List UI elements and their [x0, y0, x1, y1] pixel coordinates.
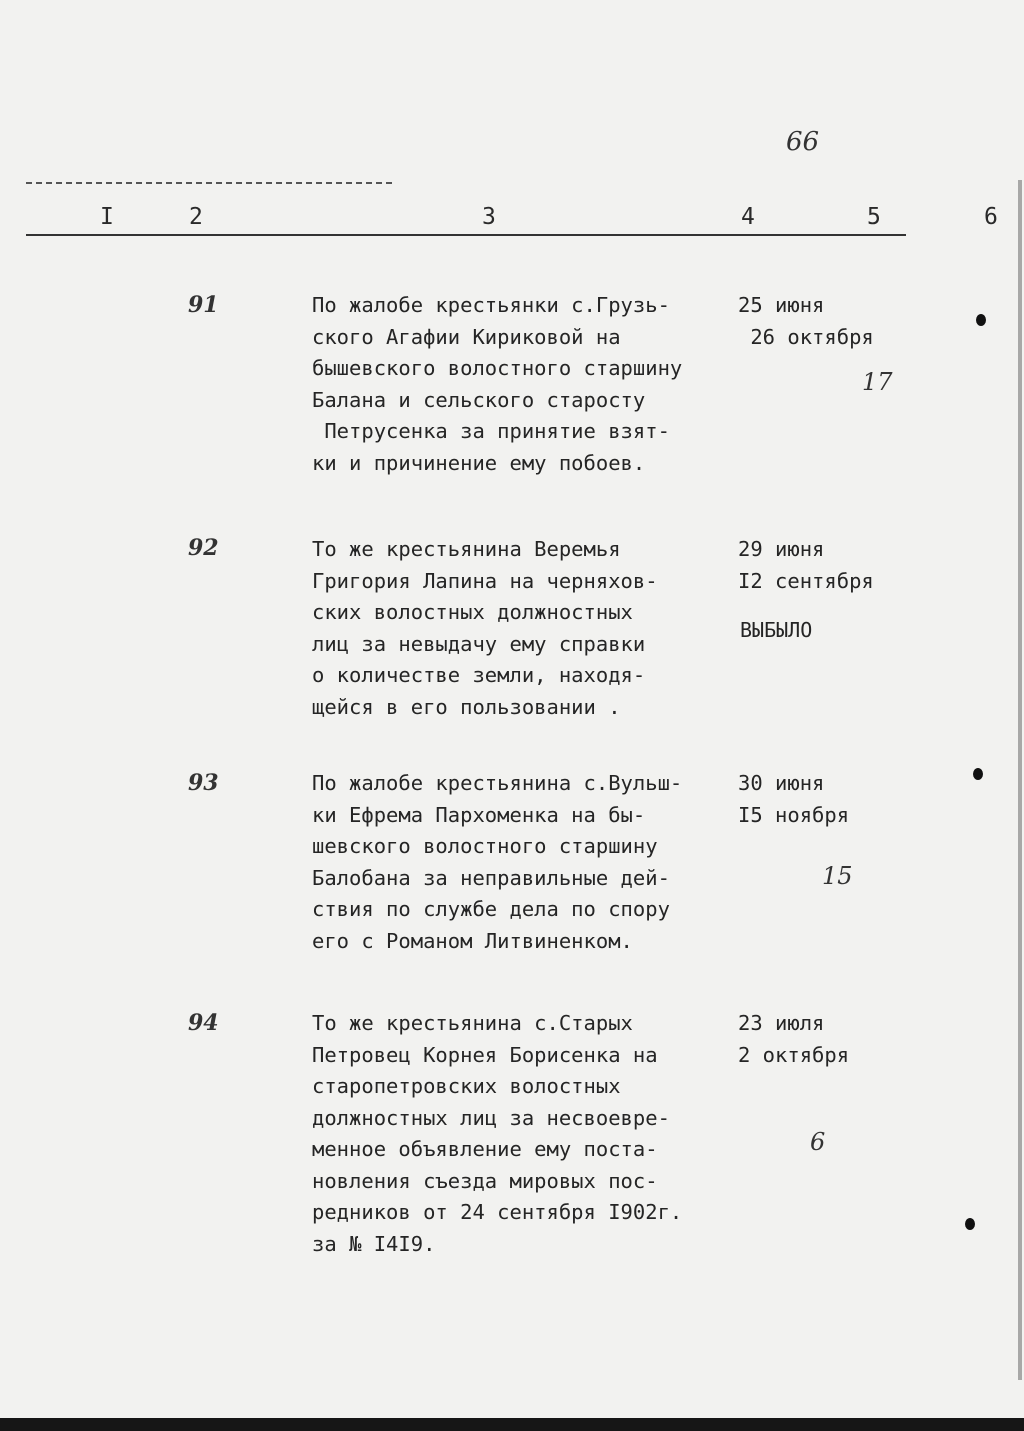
description-line: должностных лиц за несвоевре-: [312, 1105, 670, 1130]
description-line: за № I4I9.: [312, 1231, 436, 1256]
description-line: Балобана за неправильные дей-: [312, 865, 670, 890]
column-number-5: 5: [867, 204, 881, 230]
description-line: ствия по службе дела по спору: [312, 897, 670, 921]
description-line: шевского волостного старшину: [312, 834, 658, 858]
start-date: 23 июля: [738, 1011, 825, 1035]
description-line: По жалобе крестьянки с.Грузь-: [312, 293, 670, 317]
entry-dates: [738, 534, 874, 597]
end-date: 2 октября: [738, 1042, 850, 1067]
description-line: его с Романом Литвиненком.: [312, 928, 633, 953]
entry-number: 93: [188, 770, 219, 796]
end-date: I5 ноября: [738, 802, 850, 827]
column-number-3: 3: [482, 204, 496, 230]
binder-hole: [965, 1218, 975, 1230]
entry-description: [312, 1008, 712, 1260]
start-date: 30 июня: [738, 771, 825, 795]
description-line: Петрусенка за принятие взят-: [312, 419, 670, 443]
entry-dates: [738, 1008, 849, 1071]
description-line: Григория Лапина на черняхов-: [312, 568, 658, 593]
header-divider: [26, 234, 906, 236]
description-line: ки Ефрема Пархоменка на бы-: [312, 802, 646, 827]
description-line: Петровец Корнея Борисенка на: [312, 1042, 658, 1067]
sheet-count: 17: [862, 368, 893, 396]
scan-bottom-edge: [0, 1418, 1024, 1431]
page-edge-shadow: [1018, 180, 1022, 1380]
description-line: щейся в его пользовании .: [312, 694, 621, 719]
entry-dates: [738, 290, 874, 353]
binder-hole: [976, 314, 986, 326]
top-divider: [26, 182, 392, 184]
entry-number: 94: [188, 1010, 219, 1036]
description-line: бышевского волостного старшину: [312, 356, 683, 380]
entry-number: 92: [188, 535, 219, 561]
start-date: 29 июня: [738, 537, 825, 561]
description-line: ского Агафии Кириковой на: [312, 324, 621, 349]
description-line: лиц за невыдачу ему справки: [312, 631, 646, 656]
entry-description: [312, 290, 712, 479]
description-line: редников от 24 сентября I902г.: [312, 1200, 683, 1224]
column-number-6: 6: [984, 204, 998, 230]
end-date: I2 сентября: [738, 568, 874, 593]
description-line: старопетровских волостных: [312, 1074, 621, 1098]
entry-number: 91: [188, 292, 219, 318]
description-line: менное объявление ему поста-: [312, 1137, 658, 1161]
description-line: То же крестьянина Веремья: [312, 537, 621, 561]
column-number-2: 2: [189, 204, 203, 230]
binder-hole: [973, 768, 983, 780]
entry-dates: [738, 768, 849, 831]
description-line: новления съезда мировых пос-: [312, 1168, 658, 1193]
end-date: 26 октября: [738, 324, 874, 349]
page-number: 66: [786, 127, 820, 157]
description-line: ских волостных должностных: [312, 600, 633, 624]
description-line: о количестве земли, находя-: [312, 663, 646, 687]
column-number-4: 4: [741, 204, 755, 230]
start-date: 25 июня: [738, 293, 825, 317]
entry-description: [312, 534, 712, 723]
sheet-count: 6: [810, 1128, 826, 1156]
description-line: ки и причинение ему побоев.: [312, 450, 646, 475]
sheet-count: 15: [822, 862, 853, 890]
description-line: То же крестьянина с.Старых: [312, 1011, 633, 1035]
status-note: ВЫБЫЛО: [740, 618, 813, 642]
entry-description: [312, 768, 712, 957]
description-line: Балана и сельского старосту: [312, 387, 646, 412]
description-line: По жалобе крестьянина с.Вульш-: [312, 771, 683, 795]
column-number-1: I: [100, 204, 114, 230]
